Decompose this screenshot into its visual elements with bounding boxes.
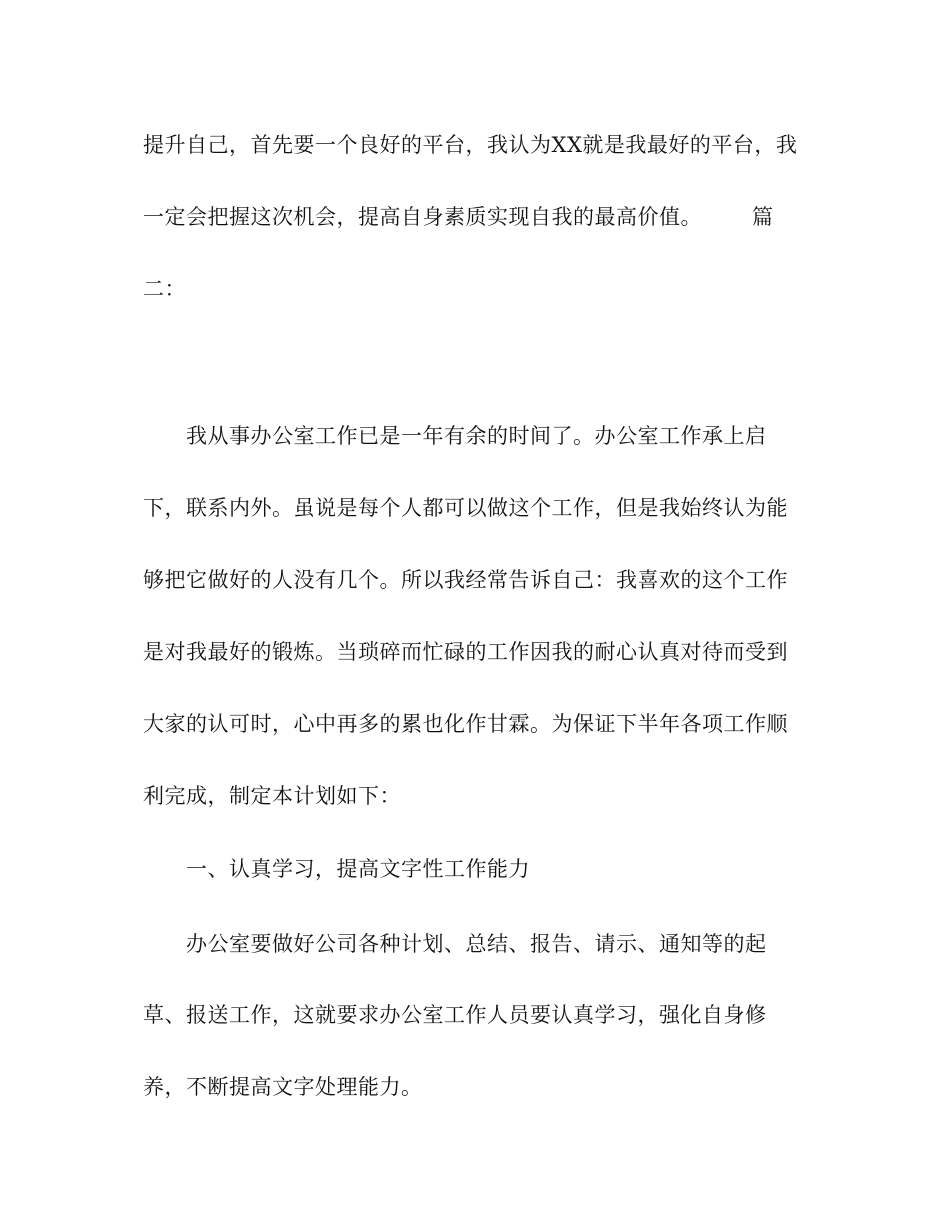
heading-fragment: 篇: [752, 205, 773, 229]
text-line-5: 下，联系内外。虽说是每个人都可以做这个工作，但是我始终认为能: [143, 496, 788, 520]
text-line-1: 提升自己，首先要一个良好的平台，我认为XX就是我最好的平台，我: [143, 133, 798, 157]
text-line-11: 草、报送工作，这就要求办公室工作人员要认真学习，强化自身修: [143, 1003, 767, 1027]
text-line-7: 是对我最好的锻炼。当琐碎而忙碌的工作因我的耐心认真对待而受到: [143, 640, 788, 664]
section-heading: 一、认真学习，提高文字性工作能力: [186, 857, 530, 881]
text-line-4: 我从事办公室工作已是一年有余的时间了。办公室工作承上启: [186, 424, 767, 448]
text-line-10: 办公室要做好公司各种计划、总结、报告、请示、通知等的起: [186, 932, 767, 956]
text-line-2: 一定会把握这次机会，提高自身素质实现自我的最高价值。: [143, 205, 702, 229]
text-line-6: 够把它做好的人没有几个。所以我经常告诉自己：我喜欢的这个工作: [143, 568, 788, 592]
text-line-8: 大家的认可时，心中再多的累也化作甘霖。为保证下半年各项工作顺: [143, 712, 788, 736]
text-line-3: 二：: [143, 277, 186, 301]
text-line-9: 利完成，制定本计划如下：: [143, 784, 401, 808]
text-line-12: 养，不断提高文字处理能力。: [143, 1075, 423, 1099]
